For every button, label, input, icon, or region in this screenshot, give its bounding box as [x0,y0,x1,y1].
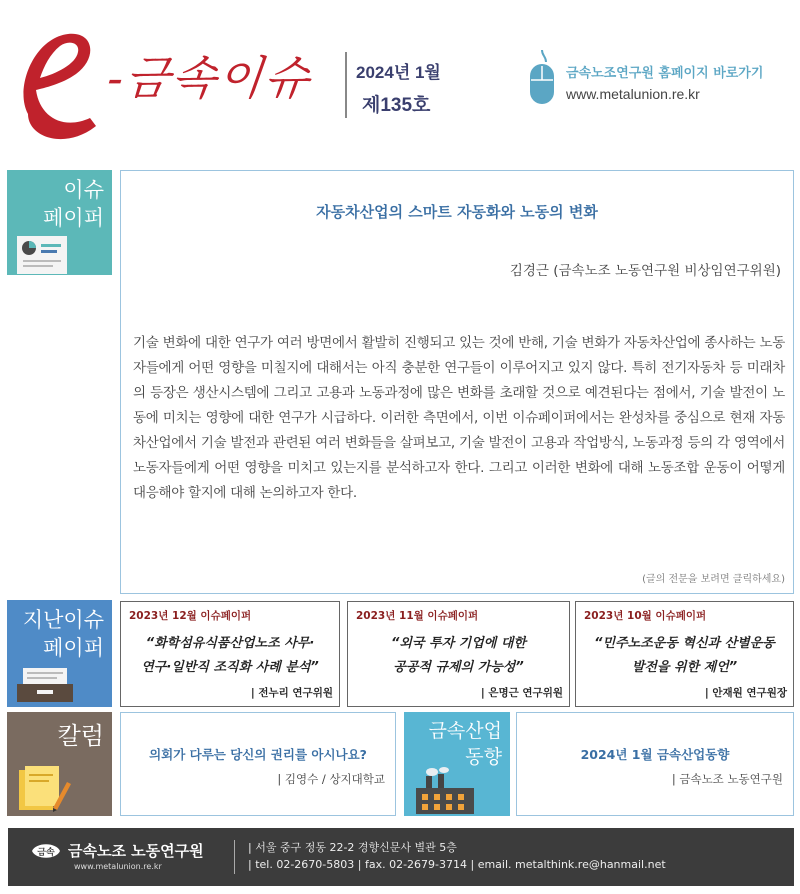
past-issue-title[interactable]: “화학섬유식품산업노조 사무· 연구·일반직 조직화 사례 분석” [141,636,319,675]
past-issue-title[interactable]: “민주노조운동 혁신과 산별운동 발전을 위한 제언” [594,636,775,675]
folder-pencil-icon [13,764,73,814]
metal-trend-author: | 금속노조 노동연구원 [671,772,783,786]
footer-divider [234,840,235,874]
header [0,0,800,160]
main-article[interactable] [120,170,794,594]
past-issue-date: 2023년 10월 이슈페이퍼 [584,610,707,622]
past-issue-author: | 안재원 연구원장 [704,687,787,699]
column-label: 칼럼 [7,712,112,816]
past-issue-card[interactable] [120,601,340,707]
past-issue-card[interactable] [347,601,570,707]
article-title[interactable]: 자동차산업의 스마트 자동화와 노동의 변화 [316,203,598,221]
homepage-url[interactable]: www.metalunion.re.kr [566,86,700,102]
logo-e-icon [6,18,106,148]
read-more-note[interactable]: (글의 전문을 보려면 클릭하세요) [642,574,785,585]
metal-industry-label: 금속산업 동향 [404,712,510,816]
archive-box-icon [13,666,83,704]
footer [8,828,794,886]
column-box[interactable] [120,712,396,816]
column-author: | 김영수 / 상지대학교 [277,772,385,786]
article-author: 김경근 (금속노조 노동연구원 비상임연구위원) [509,263,781,279]
logo-text: -금속이슈 [104,51,314,105]
past-issue-date: 2023년 11월 이슈페이퍼 [356,610,479,622]
past-issue-title[interactable]: “외국 투자 기업에 대한 공공적 규제의 가능성” [391,636,526,675]
past-issue-author: | 전누리 연구위원 [250,687,333,699]
column-title[interactable]: 의회가 다루는 당신의 권리를 아시나요? [149,747,367,762]
article-body: 기술 변화에 대한 연구가 여러 방면에서 활발히 진행되고 있는 것에 반해, 기술 변화가 자동차산업에 종사하는 노동자들에게 어떤 영향을 미칠지에 대해서는 아직 충분한 연구들이 이루어지고 있지 않다. 특히 전기자동차 등 미래차의 등장은 생산시스템에 그리고 고용과 노동과정에 많은 변화를 초래할 것으로 예견된다는 점에서, 기술 발전이 노동에 미치는 영향에 대한 연구가 시급하다. 이러한 측면에서, 이번 이슈페이퍼에서는 완성차를 중심으로 현재 자동차산업에서 기술 발전과 관련된 여러 변화들을 살펴보고, 기술 발전이 고용과 작업방식, 노동과정 등의 각 영역에서 노동자들에게 어떤 영향을 미치고 있는지를 분석하고자 한다. 그리고 이러한 변화에 대해 노동조합 운동이 어떻게 대응해야 할지에 대해 논의하고자 한다. [133,335,785,501]
issue-number: 제135호 [362,95,431,116]
past-issue-date: 2023년 12월 이슈페이퍼 [129,610,252,622]
factory-icon [412,766,482,814]
svg-text:금속: 금속 [37,848,55,858]
past-issue-author: | 은명근 연구위원 [480,687,563,699]
issue-date: 2024년 1월 [356,63,441,82]
footer-contact: | tel. 02-2670-5803 | fax. 02-2679-3714 | email. metalthink.re@hanmail.net [248,858,666,871]
document-chart-icon [13,234,73,274]
past-issue-label: 지난이슈 페이퍼 [7,600,112,707]
footer-address: | 서울 중구 정동 22-2 경향신문사 별관 5층 [248,841,457,854]
footer-org-name: 금속노조 노동연구원 [68,842,204,860]
homepage-link[interactable]: 금속노조연구원 홈페이지 바로가기 [566,66,764,81]
metal-trend-title[interactable]: 2024년 1월 금속산업동향 [580,747,730,762]
mouse-icon[interactable] [528,48,556,106]
issue-paper-label: 이슈 페이퍼 [7,170,112,275]
header-divider [345,52,347,118]
union-emblem-icon [30,840,62,862]
footer-url[interactable]: www.metalunion.re.kr [74,862,162,871]
past-issue-card[interactable] [575,601,794,707]
metal-trend-box[interactable] [516,712,794,816]
